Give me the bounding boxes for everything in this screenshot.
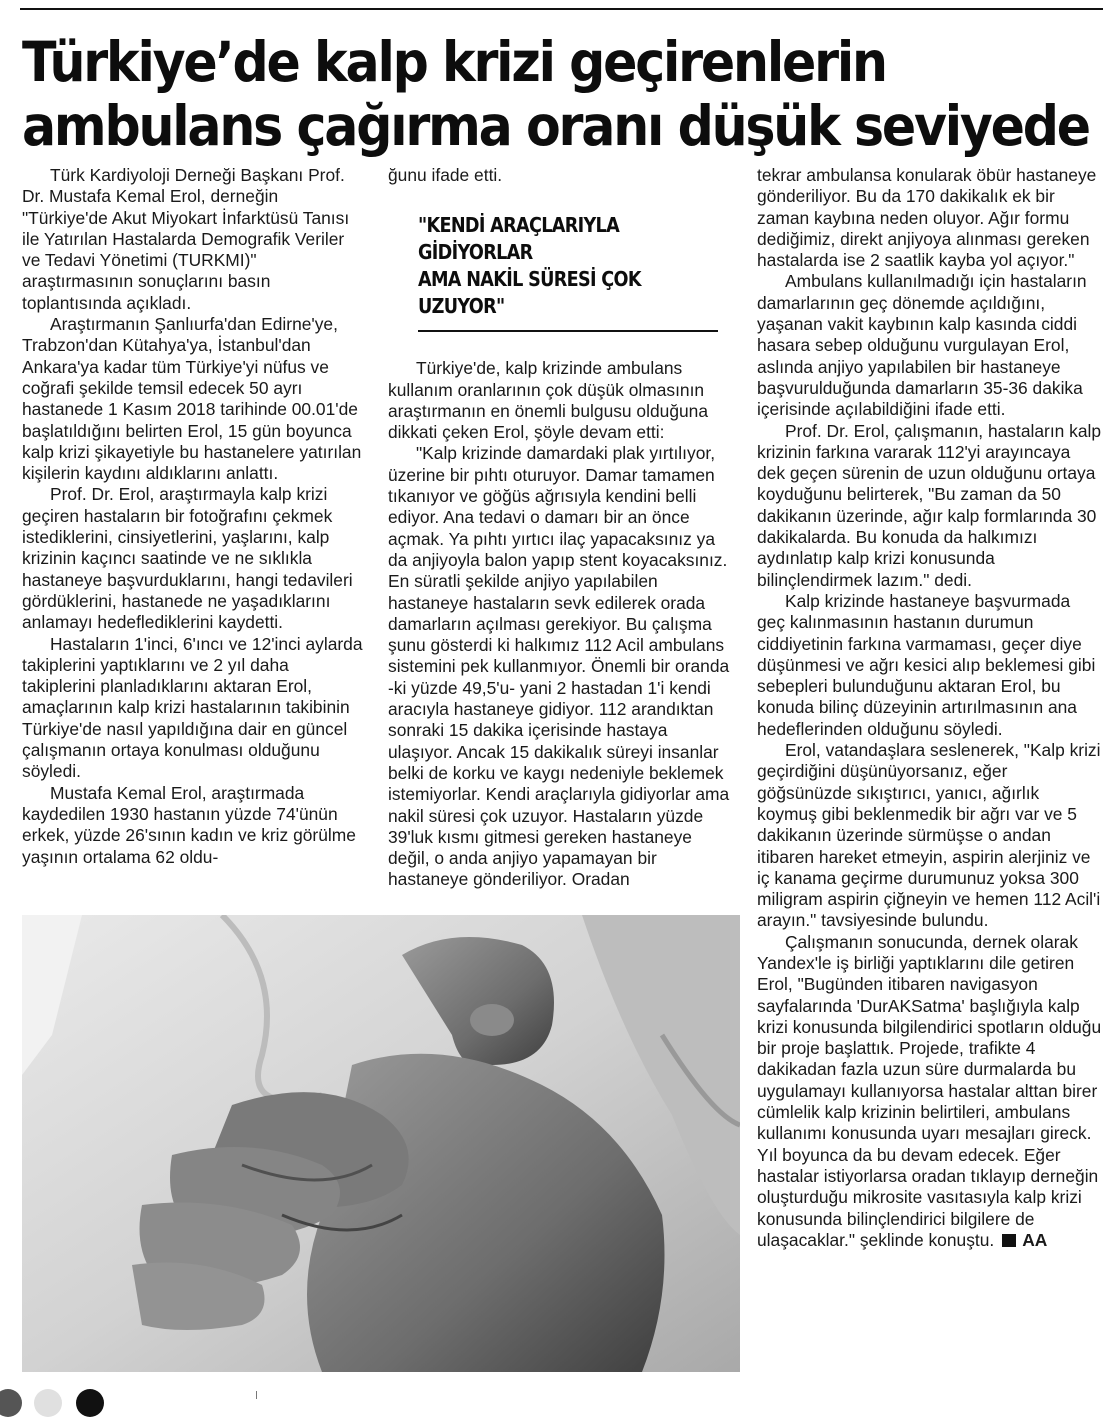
paragraph <box>757 932 1103 1251</box>
subhead-box <box>418 212 718 332</box>
paragraph: Erol, vatandaşlara seslenerek, "Kalp krizi geçirdiğini düşünüyorsanız, eğer göğsünüzde sıkıştırıcı, yanıcı, ağırlık koymuş gibi beklenmedik bir ağrı var ve 5 dakikanın üzerinde sürmüşse o andan itibaren hareket etmeyin, aspirin alerjiniz ve iç kanama geçirme durumunuz yoksa 300 miligram aspirin çiğneyin ve hemen 112 Acil'i arayın." tavsiyesinde bulundu. <box>757 740 1101 931</box>
byline-signature: AA <box>1022 1229 1048 1250</box>
subhead <box>418 212 719 320</box>
divider-tick <box>256 1391 257 1399</box>
paragraph: "Kalp krizinde damardaki plak yırtılıyor, üzerine bir pıhtı oturuyor. Damar tamamen tıkanıyor ve göğüs ağrısıyla kendini belli ediyor. Ana tedavi o damarı bir an önce açmak. Ya pıhtı yırtıcı ilaç yapacaksınız ya da anjiyoyla balon yapıp stent koyacaksınız. En süratli şekilde anjiyo yapılabilen hastaneye hastaların sevk edilerek orada damarların açılması gerekiyor. Bu çalışma şunu gösterdi ki halkımız 112 Acil ambulans sistemini pek kullanmıyor. Önemli bir oranda -ki yüzde 49,5'u- yani 2 hastadan 1'i kendi aracıyla hastaneye gidiyor. 112 arandıktan sonraki 15 dakika içerisinde hastaya ulaşıyor. Ancak 15 dakikalık süreyi insanlar belki de korku ve kaygı nedeniyle beklemek istemiyorlar. Kendi araçlarıyla gidiyorlar ama nakil süresi çok uzuyor. Hastaların yüzde 39'luk kısmı gitmesi gereken hastaneye değil, o anda anjiyo yapamayan bir hastaneye gönderiliyor. Oradan <box>388 443 730 890</box>
signature-square-icon <box>1002 1234 1016 1247</box>
chest-pain-illustration <box>22 915 740 1372</box>
page-dot[interactable] <box>0 1389 22 1417</box>
paragraph: Türkiye'de, kalp krizinde ambulans kullanım oranlarının çok düşük olmasının araştırmanın en önemli bulgusu olduğuna dikkati çeken Erol, şöyle devam etti: <box>388 358 709 443</box>
paragraph: Araştırmanın Şanlıurfa'dan Edirne'ye, Trabzon'dan Kütahya'ya, İstanbul'dan Ankara'ya kadar tüm Türkiye'yi nüfus ve coğrafi şekilde temsil edecek 50 ayrı hastanede 1 Kasım 2018 tarihinde 00.01'de başlatıldığını belirten Erol, 15 gün boyunca kalp krizi şikayetiyle bu hastanelere yatırılan kişilerin kaydını aldıklarını anlattı. <box>22 314 362 484</box>
paragraph: Türk Kardiyoloji Derneği Başkanı Prof. Dr. Mustafa Kemal Erol, derneğin "Türkiye'de Akut Miyokart İnfarktüsü Tanısı ile Yatırılan Hastalarda Demografik Veriler ve Tedavi Yönetimi (TURKMI)" araştırmasının sonuçlarını basın toplantısında açıkladı. <box>22 165 350 313</box>
paragraph: Ambulans kullanılmadığı için hastaların damarlarının geç dönemde açıldığını, yaşanan vakit kaybının kalp kasında ciddi hasara sebep olduğunu vurgulayan Erol, aslında anjiyo yapılabilen bir hastaneye başvurulduğunda damarların 35-36 dakika içerisinde açılabildiğini ifade etti. <box>757 271 1087 420</box>
top-rule <box>20 8 1103 10</box>
paragraph: Prof. Dr. Erol, araştırmayla kalp krizi geçiren hastaların bir fotoğrafını çekmek istediklerini, cinsiyetlerini, yaşlarını, kalp krizinin kaçıncı saatinde ve ne sıklıkla hastaneye başvurduklarını, hangi tedavileri gördüklerini, hastanede ne yaşadıklarını anlamayı hedeflediklerini kaydetti. <box>22 484 353 633</box>
page-navigation-dots <box>0 1385 300 1401</box>
paragraph: Prof. Dr. Erol, çalışmanın, hastaların kalp krizinin farkına vararak 112'yi arayıncaya dek geçen sürenin de uzun olduğunu ortaya koyduğunu belirterek, "Bu zaman da 50 dakikanın üzerinde, ağır kalp formlarında 30 dakikalarda. Bu konuda da halkımızı aydınlatıp kalp krizi konusunda bilinçlendirmek lazım." dedi. <box>757 420 1102 590</box>
paragraph-text: Çalışmanın sonucunda, dernek olarak Yandex'le iş birliği yaptıklarını dile getiren Erol, "Bugünden itibaren navigasyon sayfalarında 'DurAKSatma' başlığıyla kalp krizi konusunda bilgilendirici spotların olduğu bir proje başlattık. Projede, trafikte 4 dakikadan fazla uzun süre durmalarda bu uygulamayı kullanıyorsa hastalar alttan birer cümlelik kalp krizinin belirtileri, ambulans kullanımı konusunda uyarı mesajları gireck. Yıl boyunca da bu devam edecek. Eğer hastalar istiyorlarsa oradan tıklayıp derneğin oluşturduğu mikrosite vasıtasıyla kalp krizi konusunda bilinçlendirici bilgilere de ulaşacaklar." şeklinde konuştu. <box>757 931 1102 1250</box>
headline <box>22 30 1089 158</box>
paragraph: Hastaların 1'inci, 6'ıncı ve 12'inci aylarda takiplerini yaptıklarını ve 2 yıl daha takiplerini planladıklarını aktaran Erol, amaçlarının kalp krizi hastalarının takibinin Türkiye'de nasıl yapıldığına dair en güncel çalışmanın ortaya konulması olduğunu söyledi. <box>22 633 363 782</box>
paragraph-continuation: ğunu ifade etti. <box>388 165 503 185</box>
column-3 <box>757 165 1103 1251</box>
column-1 <box>22 165 367 868</box>
page-dot[interactable] <box>34 1389 62 1417</box>
subhead-line-2: AMA NAKİL SÜRESİ ÇOK UZUYOR" <box>418 267 641 319</box>
headline-line-2: ambulans çağırma oranı düşük seviyede <box>22 94 1089 158</box>
headline-line-1: Türkiye’de kalp krizi geçirenlerin <box>22 30 886 94</box>
subhead-line-1: "KENDİ ARAÇLARIYLA GİDİYORLAR <box>418 213 620 265</box>
paragraph: Kalp krizinde hastaneye başvurmada geç kalınmasının hastanın durumun ciddiyetinin farkına varmaması, geçer diye düşünmesi ve ağrı kesici alıp beklemesi gibi sebepleri bulunduğunu aktaran Erol, bu konuda bilinç düzeyinin artırılmasının ana hedeflerinden olduğunu söyledi. <box>757 590 1096 739</box>
column-2 <box>388 165 736 891</box>
chest-pain-photo <box>22 915 740 1372</box>
paragraph-continuation: tekrar ambulansa konularak öbür hastaneye gönderiliyor. Bu da 170 dakikalık ek bir zaman kaybına neden oluyor. Ağır formu dediğimiz, direkt anjiyoya alınması gereken hastalarda ise 2 saatlik kayba yol açıyor." <box>757 165 1097 271</box>
page-dot-active[interactable] <box>76 1389 104 1417</box>
paragraph: Mustafa Kemal Erol, araştırmada kaydedilen 1930 hastanın yüzde 74'ünün erkek, yüzde 26'sının kadın ve kriz görülme yaşının ortalama 62 oldu- <box>22 782 356 867</box>
